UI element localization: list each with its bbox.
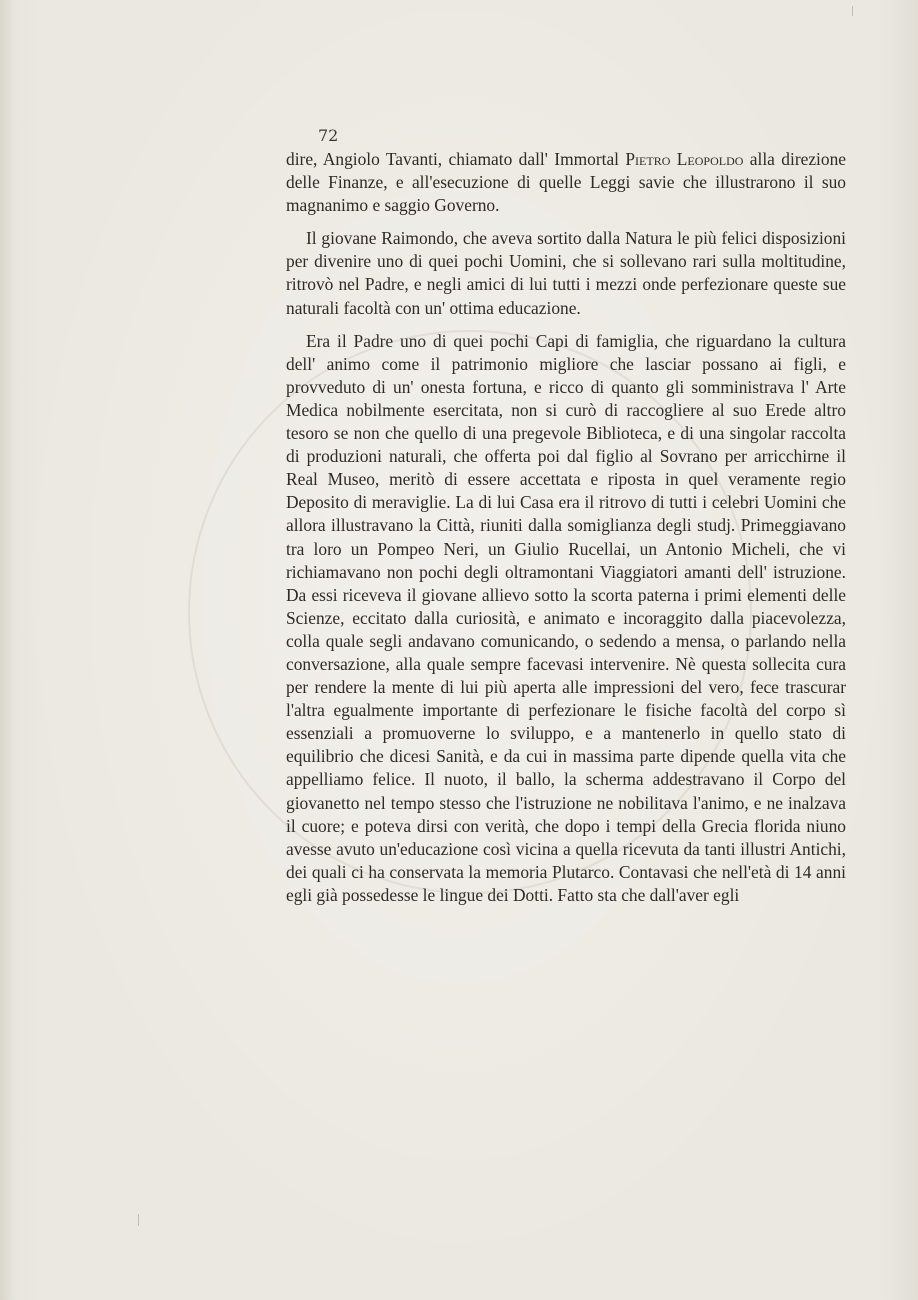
text-run: alla direzione delle Finanze, e all'esecuzione di quelle Leggi savie che illustrarono il suo magnanimo e saggio Governo. xyxy=(286,149,846,216)
page-edge-mark xyxy=(138,1214,139,1226)
page-edge-mark xyxy=(852,6,853,16)
paragraph-continuation xyxy=(286,148,846,217)
small-caps-name: Pietro Leopoldo xyxy=(625,149,744,169)
paragraph: Era il Padre uno di quei pochi Capi di famiglia, che riguardano la cultura dell' animo come il patrimonio migliore che lasciar possano ai figli, e provveduto di un' onesta fortuna, e ricco di quanto gli somministrava l' Arte Medica nobilmente esercitata, non si curò di raccogliere al suo Erede altro tesoro se non che quello di una pregevole Biblioteca, e di una singolar raccolta di produzioni naturali, che offerta poi dal figlio al Sovrano per arricchirne il Real Museo, meritò di essere accettata e riposta in quel veramente regio Deposito di meraviglie. La di lui Casa era il ritrovo di tutti i celebri Uomini che allora illustravano la Città, riuniti dalla somiglianza degli studj. Primeggiavano tra loro un Pompeo Neri, un Giulio Rucellai, un Antonio Micheli, che vi richiamavano non pochi degli oltramontani Viaggiatori amanti dell' istruzione. Da essi riceveva il giovane allievo sotto la scorta paterna i primi elementi delle Scienze, eccitato dalla curiosità, e animato e incoraggito dalla piacevolezza, colla quale segli andavano comunicando, o sedendo a mensa, o parlando nella conversazione, alla quale sempre facevasi intervenire. Nè questa sollecita cura per rendere la mente di lui più aperta alle impressioni del vero, fece trascurar l'altra egualmente importante di perfezionare le fisiche facoltà del corpo sì essenziali a promuoverne lo sviluppo, e a mantenerlo in quello stato di equilibrio che dicesi Sanità, e da cui in massima parte dipende quella vita che appelliamo felice. Il nuoto, il ballo, la scherma addestravano il Corpo del giovanetto nel tempo stesso che l'istruzione ne nobilitava l'animo, e ne inalzava il cuore; e poteva dirsi con verità, che dopo i tempi della Grecia florida niuno avesse avuto un'educazione così vicina a quella ricevuta da tanti illustri Antichi, dei quali ci ha conservata la memoria Plutarco. Contavasi che nell'età di 14 anni egli già possedesse le lingue dei Dotti. Fatto sta che dall'aver egli xyxy=(286,330,846,905)
body-text xyxy=(286,148,846,907)
paragraph: Il giovane Raimondo, che aveva sortito dalla Natura le più felici disposizioni per divenire uno di quei pochi Uomini, che si sollevano rari sulla moltitudine, ritrovò nel Padre, e negli amici di lui tutti i mezzi onde perfezionare queste sue naturali facoltà con un' ottima educazione. xyxy=(286,228,846,318)
page-number: 72 xyxy=(318,126,339,145)
text-run: dire, Angiolo Tavanti, chiamato dall' Immortal xyxy=(286,149,626,169)
